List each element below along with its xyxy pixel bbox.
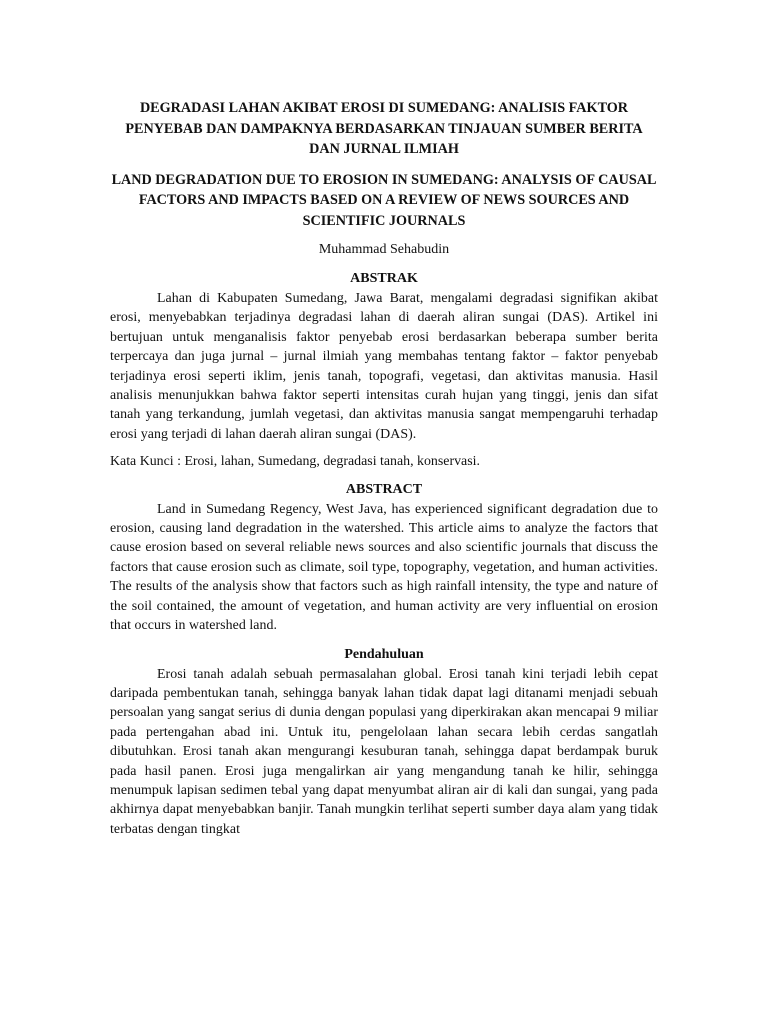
keywords: Kata Kunci : Erosi, lahan, Sumedang, degradasi tanah, konservasi. <box>110 454 480 470</box>
document-page <box>110 98 658 839</box>
pendahuluan-paragraph: Erosi tanah adalah sebuah permasalahan global. Erosi tanah kini terjadi lebih cepat daripada pembentukan tanah, sehingga banyak lahan tidak dapat lagi ditanami menjadi sebuah persoalan yang sangat serius di dunia dengan populasi yang diperkirakan akan mencapai 9 miliar pada pertengahan abad ini. Untuk itu, pengelolaan lahan secara lebih cerdas sangatlah dibutuhkan. Erosi tanah akan mengurangi kesuburan tanah, sehingga dapat berdampak buruk pada hasil panen. Erosi juga mengalirkan air yang mengandung tanah ke hilir, sehingga menumpuk lapisan sedimen tebal yang dapat menyumbat aliran air di kali dan sungai, yang pada akhirnya dapat menyebabkan banjir. Tanah mungkin terlihat seperti sumber daya alam yang tidak terbatas dengan tingkat <box>110 666 658 837</box>
title-english: LAND DEGRADATION DUE TO EROSION IN SUMEDANG: ANALYSIS OF CAUSAL FACTORS AND IMPACTS BASED ON A REVIEW OF NEWS SOURCES AND SCIENTIFIC JOURNALS <box>111 171 657 229</box>
author-name: Muhammad Sehabudin <box>318 242 450 257</box>
abstract-paragraph: Land in Sumedang Regency, West Java, has experienced significant degradation due to erosion, causing land degradation in the watershed. This article aims to analyze the factors that cause erosion based on several reliable news sources and also scientific journals that discuss the factors that cause erosion such as climate, soil type, topography, vegetation, and human activities. The results of the analysis show that factors such as high rainfall intensity, the type and nature of the soil contained, the amount of vegetation, and human activity are very influential on erosion that occurs in watershed land. <box>110 501 658 634</box>
abstrak-heading: ABSTRAK <box>350 271 418 286</box>
pendahuluan-heading: Pendahuluan <box>344 646 424 662</box>
abstrak-paragraph: Lahan di Kabupaten Sumedang, Jawa Barat, mengalami degradasi signifikan akibat erosi, menyebabkan terjadinya degradasi lahan di daerah aliran sungai (DAS). Artikel ini bertujuan untuk menganalisis faktor penyebab erosi berdasarkan beberapa sumber berita terpercaya dan juga jurnal – jurnal ilmiah yang membahas tentang faktor – faktor penyebab terjadinya erosi seperti iklim, jenis tanah, topografi, vegetasi, dan aktivitas manusia. Hasil analisis menunjukkan bahwa faktor seperti intensitas curah hujan yang tinggi, jenis dan sifat tanah yang terkandung, jumlah vegetasi, dan aktivitas manusia sangat mempengaruhi terhadap erosi yang terjadi di lahan daerah aliran sungai (DAS). <box>110 291 658 442</box>
abstract-heading: ABSTRACT <box>345 481 423 497</box>
title-indonesian: DEGRADASI LAHAN AKIBAT EROSI DI SUMEDANG: ANALISIS FAKTOR PENYEBAB DAN DAMPAKNYA BERDASARKAN TINJAUAN SUMBER BERITA DAN JURNAL ILMIAH <box>125 100 643 157</box>
